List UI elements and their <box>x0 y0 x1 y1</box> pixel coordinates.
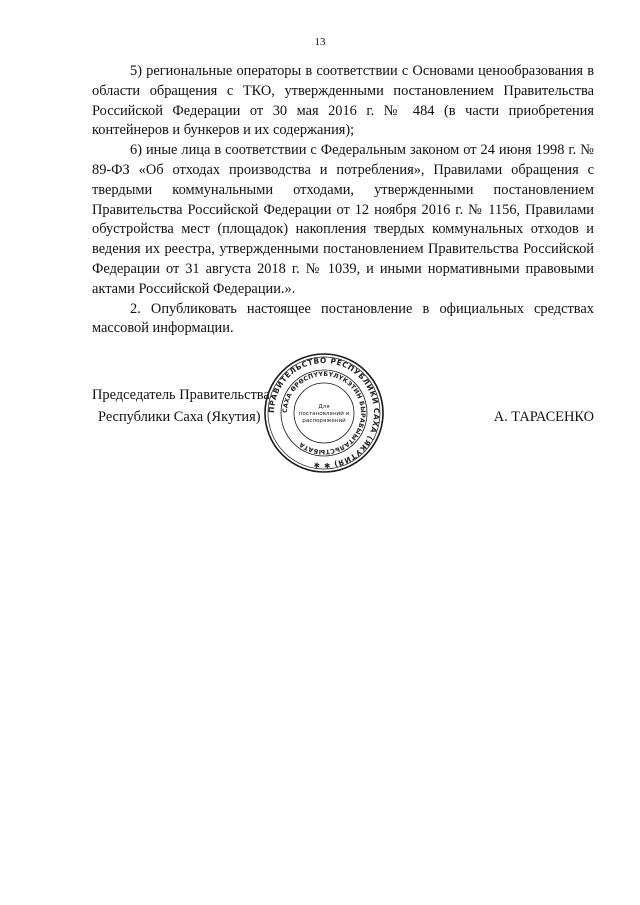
document-body <box>92 62 594 339</box>
seal-center-line1: Для <box>318 404 330 410</box>
paragraph-other-persons: 6) иные лица в соответствии с Федеральным законом от 24 июня 1998 г. № 89-ФЗ «Об отходах производства и потребления», Правилами обращения с твердыми коммунальными отходами, утвержденными постановлением Правительства Российской Федерации от 12 ноября 2016 г. № 1156, Правилами обустройства мест (площадок) накопления твердых коммунальных отходов и ведения их реестра, утвержденными постановлением Правительства Российской Федерации от 31 августа 2018 г. № 1039, и иными нормативными правовыми актами Российской Федерации.». <box>92 142 594 297</box>
paragraph-publication: 2. Опубликовать настоящее постановление в официальных средствах массовой информации. <box>92 300 594 337</box>
signature-block <box>0 355 640 504</box>
signatory-title <box>92 384 270 428</box>
signatory-name: А. ТАРАСЕНКО <box>493 409 594 425</box>
seal-inner-text: САХА ӨРӨСПҮҮБҮЛҮКЭТИН БЫРАБЫЫТАЛЬСТЫБАТА <box>281 370 367 456</box>
signatory-title-line2: Республики Саха (Якутия) <box>98 409 261 425</box>
seal-outer-text: ПРАВИТЕЛЬСТВО РЕСПУБЛИКИ САХА (ЯКУТИЯ) ✱ ✱ <box>266 355 382 471</box>
page-number: 13 <box>314 36 326 48</box>
official-seal <box>263 352 385 474</box>
seal-center-line3: распоряжений <box>302 418 346 424</box>
paragraph-regional-operators: 5) региональные операторы в соответствии с Основами ценообразования в области обращения с ТКО, утвержденными постановлением Правительства Российской Федерации от 30 мая 2016 г. № 484 (в части приобретения контейнеров и бункеров и их содержания); <box>92 63 594 139</box>
seal-center-line2: постановлений и <box>298 411 350 417</box>
official-seal-graphic <box>263 352 385 474</box>
signatory-title-line1: Председатель Правительства <box>92 387 270 403</box>
